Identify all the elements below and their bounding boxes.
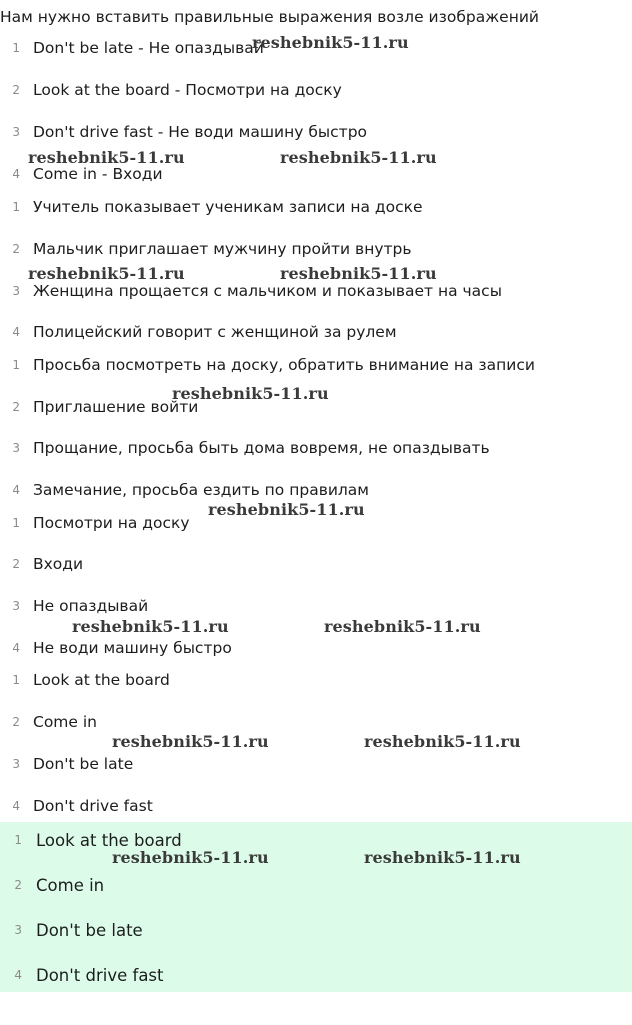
list-item bbox=[0, 395, 198, 419]
item-text: Come in - Входи bbox=[33, 165, 163, 183]
item-text: Мальчик приглашает мужчину пройти внутрь bbox=[33, 240, 412, 258]
watermark: reshebnik5-11.ru bbox=[280, 264, 437, 283]
item-number: 3 bbox=[12, 441, 20, 455]
item-text: Учитель показывает ученикам записи на доске bbox=[33, 198, 423, 216]
item-number: 3 bbox=[12, 599, 20, 613]
item-text: Просьба посмотреть на доску, обратить внимание на записи bbox=[33, 356, 535, 374]
item-text: Не води машину быстро bbox=[33, 639, 232, 657]
item-number: 2 bbox=[12, 400, 20, 414]
list-item bbox=[0, 794, 153, 818]
watermark: reshebnik5-11.ru bbox=[28, 148, 185, 167]
task-heading: Нам нужно вставить правильные выражения возле изображений bbox=[0, 8, 540, 26]
item-number: 1 bbox=[12, 673, 20, 687]
list-item bbox=[0, 511, 190, 535]
watermark: reshebnik5-11.ru bbox=[112, 848, 269, 867]
item-text: Полицейский говорит с женщиной за рулем bbox=[33, 323, 397, 341]
item-number: 4 bbox=[12, 167, 20, 181]
list-item bbox=[0, 478, 369, 502]
item-text: Замечание, просьба ездить по правилам bbox=[33, 481, 369, 499]
watermark: reshebnik5-11.ru bbox=[280, 148, 437, 167]
list-item bbox=[0, 752, 133, 776]
item-number: 3 bbox=[12, 284, 20, 298]
item-number: 1 bbox=[12, 516, 20, 530]
list-item bbox=[0, 353, 535, 377]
list-item bbox=[0, 195, 423, 219]
answer-item bbox=[0, 962, 164, 988]
item-text: Look at the board - Посмотри на доску bbox=[33, 81, 342, 99]
item-number: 2 bbox=[12, 83, 20, 97]
item-text: Прощание, просьба быть дома вовремя, не опаздывать bbox=[33, 439, 490, 457]
list-item bbox=[0, 710, 97, 734]
item-text: Женщина прощается с мальчиком и показывает на часы bbox=[33, 282, 502, 300]
item-number: 1 bbox=[12, 200, 20, 214]
item-number: 4 bbox=[12, 483, 20, 497]
list-item bbox=[0, 436, 490, 460]
item-text: Don't drive fast bbox=[36, 965, 164, 985]
item-text: Don't be late bbox=[36, 920, 143, 940]
list-item bbox=[0, 668, 170, 692]
list-item bbox=[0, 120, 367, 144]
answer-item bbox=[0, 872, 104, 898]
watermark: reshebnik5-11.ru bbox=[324, 617, 481, 636]
watermark: reshebnik5-11.ru bbox=[112, 732, 269, 751]
list-item bbox=[0, 36, 264, 60]
list-item bbox=[0, 594, 148, 618]
item-number: 4 bbox=[12, 799, 20, 813]
item-text: Look at the board bbox=[36, 830, 182, 850]
item-text: Don't drive fast - Не води машину быстро bbox=[33, 123, 368, 141]
item-number: 4 bbox=[12, 641, 20, 655]
answer-block bbox=[0, 822, 632, 992]
list-item bbox=[0, 237, 412, 261]
item-text: Приглашение войти bbox=[33, 398, 199, 416]
list-item bbox=[0, 552, 83, 576]
item-number: 2 bbox=[14, 878, 22, 892]
item-number: 2 bbox=[12, 557, 20, 571]
item-number: 4 bbox=[12, 325, 20, 339]
watermark: reshebnik5-11.ru bbox=[364, 848, 521, 867]
item-number: 2 bbox=[12, 242, 20, 256]
item-number: 1 bbox=[12, 358, 20, 372]
item-text: Don't be late - Не опаздывай bbox=[33, 39, 264, 57]
item-text: Не опаздывай bbox=[33, 597, 149, 615]
item-text: Don't drive fast bbox=[33, 797, 153, 815]
watermark: reshebnik5-11.ru bbox=[252, 33, 409, 52]
item-number: 1 bbox=[14, 833, 22, 847]
item-text: Входи bbox=[33, 555, 84, 573]
watermark: reshebnik5-11.ru bbox=[172, 384, 329, 403]
item-text: Don't be late bbox=[33, 755, 134, 773]
answer-item bbox=[0, 917, 143, 943]
list-item bbox=[0, 636, 232, 660]
item-number: 2 bbox=[12, 715, 20, 729]
item-text: Look at the board bbox=[33, 671, 170, 689]
list-item bbox=[0, 78, 342, 102]
item-number: 4 bbox=[14, 968, 22, 982]
watermark: reshebnik5-11.ru bbox=[364, 732, 521, 751]
item-number: 3 bbox=[12, 125, 20, 139]
watermark: reshebnik5-11.ru bbox=[208, 500, 365, 519]
watermark: reshebnik5-11.ru bbox=[72, 617, 229, 636]
watermark: reshebnik5-11.ru bbox=[28, 264, 185, 283]
item-text: Посмотри на доску bbox=[33, 514, 190, 532]
list-item bbox=[0, 320, 397, 344]
item-number: 1 bbox=[12, 41, 20, 55]
item-number: 3 bbox=[14, 923, 22, 937]
item-number: 3 bbox=[12, 757, 20, 771]
item-text: Come in bbox=[33, 713, 97, 731]
item-text: Come in bbox=[36, 875, 105, 895]
